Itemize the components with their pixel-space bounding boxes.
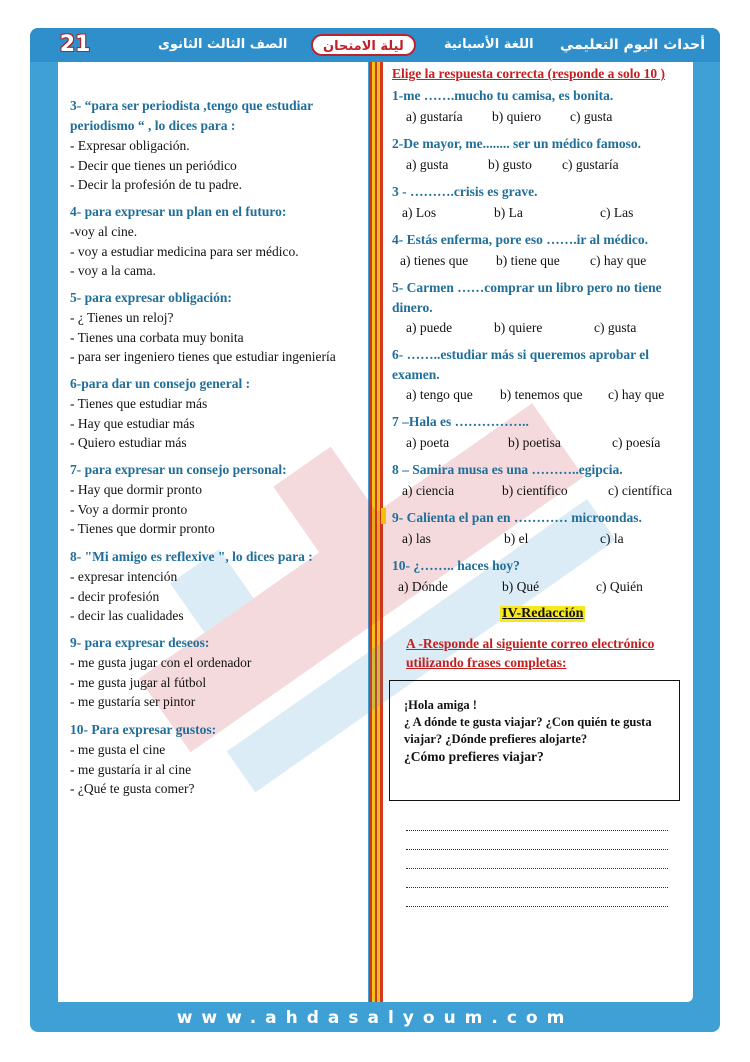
option-b: b) quiere [494, 320, 543, 335]
option-b: b) el [504, 530, 529, 546]
section-title: IV-Redacción [502, 606, 584, 621]
question-title: 8 – Samira musa es una ………..egipcia. [392, 462, 623, 477]
option: - me gustaría ir al cine [70, 761, 192, 777]
option-c: c) gusta [594, 320, 637, 335]
left-question-4 [70, 202, 366, 281]
header-subject: اللغة الأسبانية [444, 37, 534, 52]
footer-url: www.ahdasalyoum.com [176, 1008, 574, 1028]
option-a: a) puede [406, 320, 453, 335]
left-question-6 [70, 374, 366, 453]
question-title: 5- Carmen ……comprar un libro pero no tiene dinero. [392, 280, 662, 315]
email-greeting: ¡Hola amiga ! [404, 698, 477, 712]
right-question-8 [392, 460, 682, 501]
question-title: 9- para expresar deseos: [70, 635, 210, 650]
question-title: 5- para expresar obligación: [70, 290, 232, 305]
option: -voy al cine. [70, 224, 138, 239]
option-a: a) gustaría [406, 108, 463, 124]
option: - Voy a dormir pronto [70, 501, 188, 517]
option: - decir las cualidades [70, 608, 184, 623]
right-question-3 [392, 182, 682, 223]
question-title: 7- para expresar un consejo personal: [70, 462, 287, 477]
options-row [392, 432, 682, 453]
email-question-last: ¿Cómo prefieres viajar? [404, 749, 544, 764]
option-b: b) poetisa [508, 434, 561, 450]
option-b: b) quiero [492, 108, 542, 124]
right-question-4 [392, 230, 682, 271]
option-b: b) La [494, 204, 523, 220]
option: - ¿ Tienes un reloj? [70, 310, 174, 325]
question-title: 10- ¿…….. haces hoy? [392, 558, 520, 573]
page-number: 21 [59, 32, 91, 57]
writing-instruction: A -Responde al siguiente correo electrónico utilizando frases completas: [406, 636, 655, 670]
right-question-9 [392, 508, 682, 549]
option: - Quiero estudiar más [70, 435, 187, 450]
right-question-6 [392, 345, 682, 405]
question-title: 4- para expresar un plan en el futuro: [70, 204, 287, 219]
options-row [392, 384, 682, 405]
answer-line[interactable] [406, 849, 668, 850]
options-row [392, 480, 682, 501]
option: - me gusta jugar al fútbol [70, 674, 207, 690]
right-question-1 [392, 86, 682, 127]
option-c: c) gustaría [562, 156, 619, 172]
answer-line[interactable] [406, 906, 668, 907]
option-c: c) científica [608, 482, 673, 498]
header-pill: ليلة الامتحان [311, 34, 416, 56]
option-a: a) tienes que [400, 252, 469, 268]
left-question-5 [70, 288, 366, 367]
options-row [392, 576, 682, 597]
header-grade: الصف الثالث الثانوى [158, 37, 288, 52]
option: - para ser ingeniero tienes que estudiar ingeniería [70, 349, 336, 364]
left-question-7 [70, 460, 366, 539]
question-title: 1-me …….mucho tu camisa, es bonita. [392, 88, 614, 103]
column-divider [369, 62, 383, 1002]
right-question-2 [392, 134, 682, 175]
left-question-10 [70, 720, 366, 799]
question-title: 9- Calienta el pan en ………… microondas. [392, 510, 642, 525]
option-a: a) Los [402, 204, 437, 220]
option-b: b) gusto [488, 156, 532, 172]
question-title: 2-De mayor, me........ ser un médico famoso. [392, 136, 641, 151]
option: - me gusta el cine [70, 742, 166, 757]
option-c: c) la [600, 530, 624, 546]
question-title: 8- "Mi amigo es reflexive ", lo dices para : [70, 549, 313, 564]
left-question-9 [70, 633, 366, 712]
header-brand: أحداث اليوم التعليمي [560, 37, 706, 53]
right-question-7 [392, 412, 682, 453]
left-question-3 [70, 96, 366, 195]
answer-line[interactable] [406, 868, 668, 869]
option: - Tienes que estudiar más [70, 396, 208, 411]
option-c: c) poesía [612, 434, 661, 450]
email-box [389, 680, 680, 801]
option: - voy a estudiar medicina para ser médico. [70, 243, 299, 259]
option: - ¿Qué te gusta comer? [70, 781, 195, 796]
option: - me gusta jugar con el ordenador [70, 655, 252, 670]
options-row [392, 154, 682, 175]
option-b: b) científico [502, 482, 568, 498]
option-b: b) Qué [502, 578, 540, 594]
option-a: a) Dónde [398, 578, 448, 594]
options-row [392, 250, 682, 271]
option: - Decir la profesión de tu padre. [70, 177, 243, 192]
exercise-instruction: Elige la respuesta correcta (responde a solo 10 ) [392, 66, 665, 81]
highlight-marker [381, 508, 386, 524]
options-row [392, 528, 682, 549]
option: - voy a la cama. [70, 263, 156, 278]
option: - expresar intención [70, 569, 178, 584]
answer-line[interactable] [406, 887, 668, 888]
option: - Tienes una corbata muy bonita [70, 329, 244, 345]
question-title: 6-para dar un consejo general : [70, 376, 251, 391]
option: - Expresar obligación. [70, 138, 190, 153]
right-question-5 [392, 278, 682, 338]
email-questions: ¿ A dónde te gusta viajar? ¿Con quién te gusta viajar? ¿Dónde prefieres alojarte? [404, 715, 652, 746]
option-a: a) tengo que [406, 387, 473, 402]
option: - Tienes que dormir pronto [70, 521, 215, 536]
question-title: 4- Estás enferma, pore eso …….ir al médico. [392, 232, 648, 247]
left-question-8 [70, 547, 366, 626]
option-a: a) las [402, 530, 431, 546]
option: - me gustaría ser pintor [70, 694, 196, 709]
option-a: a) gusta [406, 156, 449, 172]
question-title: 7 –Hala es …………….. [392, 414, 529, 429]
option-c: c) Quién [596, 578, 643, 594]
option: - Hay que dormir pronto [70, 482, 202, 497]
question-title: 6- ……..estudiar más si queremos aprobar el examen. [392, 347, 650, 382]
right-question-10 [392, 556, 682, 597]
answer-line[interactable] [406, 830, 668, 831]
option: - decir profesión [70, 588, 160, 604]
option-b: b) tiene que [496, 252, 560, 268]
option: - Decir que tienes un periódico [70, 157, 237, 173]
option-c: c) Las [600, 204, 634, 220]
question-title: 3 - ……….crisis es grave. [392, 184, 538, 199]
question-title: 3- “para ser periodista ,tengo que estudiar periodismo “ , lo dices para : [70, 98, 313, 133]
option-c: c) hay que [590, 252, 647, 268]
option-a: a) ciencia [402, 482, 455, 498]
option: - Hay que estudiar más [70, 415, 195, 431]
option-c: c) gusta [570, 108, 613, 124]
options-row [392, 317, 682, 338]
option-c: c) hay que [608, 387, 665, 402]
option-b: b) tenemos que [500, 387, 583, 402]
options-row [392, 106, 682, 127]
option-a: a) poeta [406, 434, 450, 450]
question-title: 10- Para expresar gustos: [70, 722, 217, 737]
options-row [392, 202, 682, 223]
